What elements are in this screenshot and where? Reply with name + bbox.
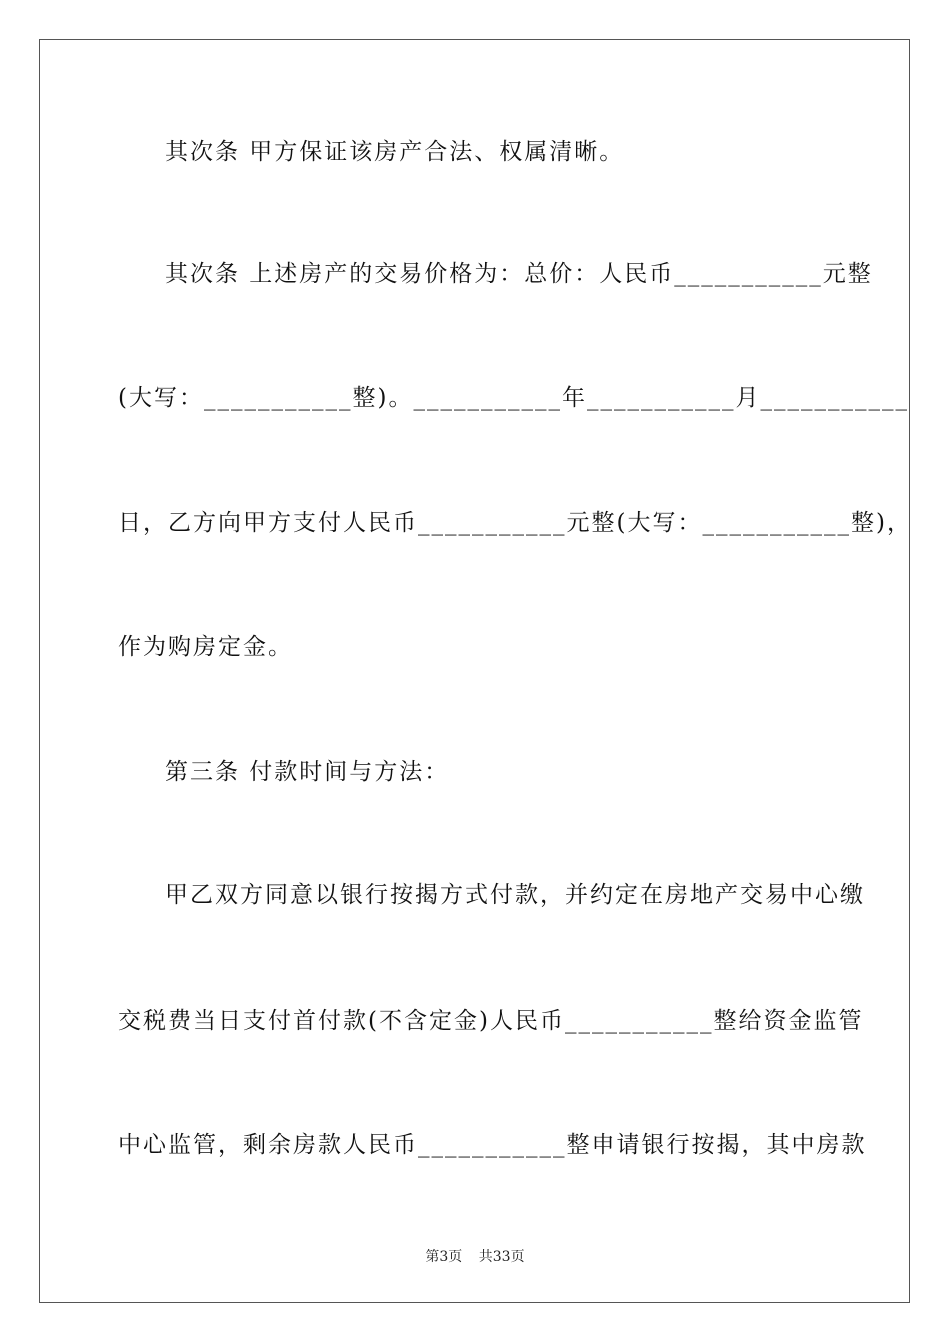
page-border [39,39,910,1303]
clause-text-line: 中心监管，剩余房款人民币___________整申请银行按揭，其中房款 [118,1132,867,1158]
clause-text-line: 交税费当日支付首付款(不含定金)人民币___________整给资金监管 [118,1008,864,1034]
clause-text-line: 作为购房定金。 [118,634,293,660]
clause-text-line: 其次条 甲方保证该房产合法、权属清晰。 [165,139,625,165]
page-number: 第3页 [425,1249,463,1265]
page-footer [0,1246,950,1266]
clause-heading: 第三条 付款时间与方法： [165,759,450,785]
clause-text-line: (大写：___________整)。___________年___________月___________ [118,385,909,411]
clause-text-line: 其次条 上述房产的交易价格为：总价：人民币___________元整 [165,261,873,287]
page-total: 共33页 [478,1249,525,1265]
clause-text-line: 甲乙双方同意以银行按揭方式付款，并约定在房地产交易中心缴 [165,882,865,908]
clause-text-line: 日，乙方向甲方支付人民币___________元整(大写：___________整)， [118,510,912,536]
